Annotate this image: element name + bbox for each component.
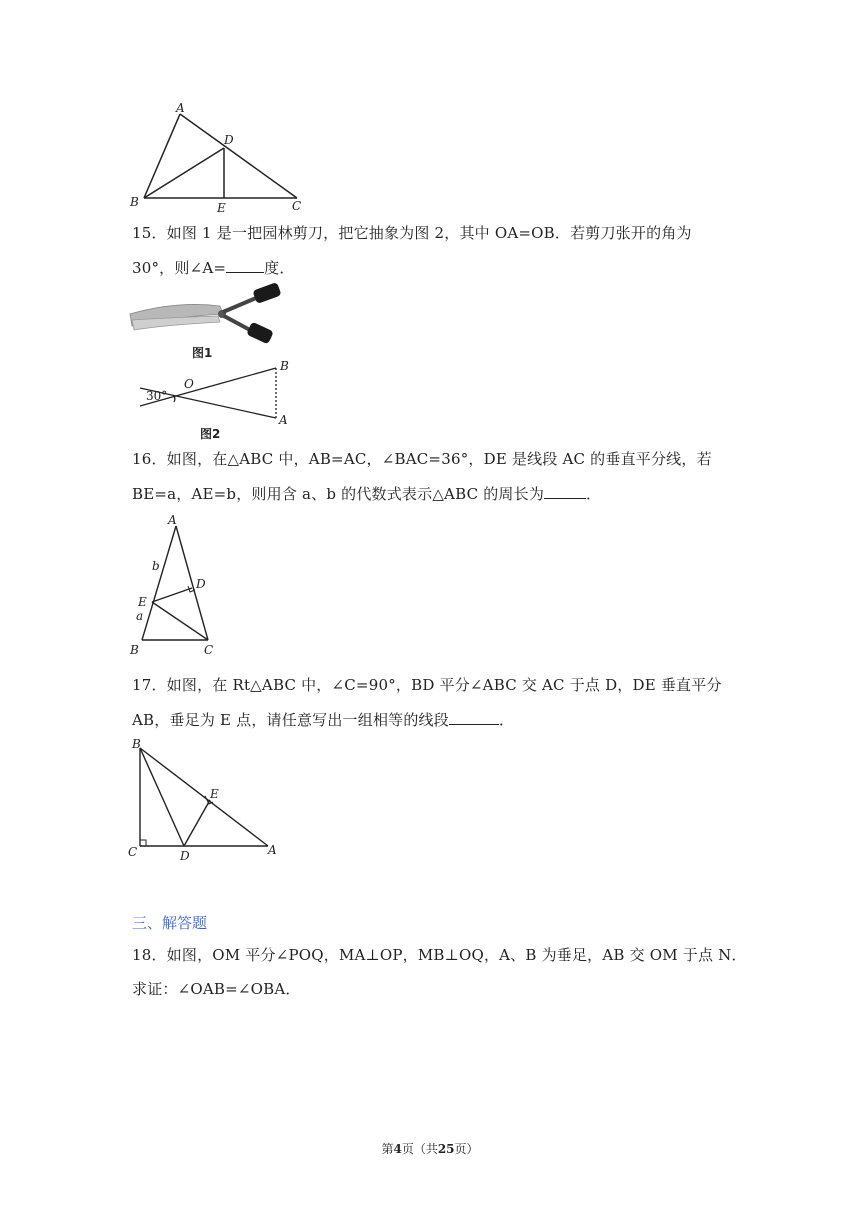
q16-label-A: A xyxy=(168,513,177,527)
q14-label-B: B xyxy=(130,195,139,209)
q14-label-D: D xyxy=(224,133,234,147)
q16-answer-blank[interactable] xyxy=(544,486,586,499)
q16-label-a: a xyxy=(136,609,144,623)
q17-line2 xyxy=(132,712,514,728)
footer-pre: 第 xyxy=(381,1142,394,1156)
q14-figure xyxy=(120,100,320,215)
footer-post: 页） xyxy=(454,1142,479,1156)
q17-label-A: A xyxy=(268,843,277,857)
q18-line1: 18．如图，OM 平分∠POQ，MA⊥OP，MB⊥OQ，A、B 为垂足，AB 交 OM 于点 N． xyxy=(132,946,747,964)
q15-label-O: O xyxy=(184,377,194,391)
q15-label-B: B xyxy=(280,359,289,373)
q16-line2 xyxy=(132,486,601,502)
q17-figure xyxy=(124,736,284,866)
q17-line1: 17．如图，在 Rt△ABC 中，∠C=90°，BD 平分∠ABC 交 AC 于点 D，DE 垂直平分 xyxy=(132,676,722,694)
q15-label-A: A xyxy=(279,413,288,427)
q16-line2-post: ． xyxy=(586,485,602,503)
q14-label-A: A xyxy=(176,101,185,115)
q16-line2-pre: BE=a，AE=b，则用含 a、b 的代数式表示△ABC 的周长为 xyxy=(132,485,545,503)
q18-line2: 求证：∠OAB=∠OBA． xyxy=(132,980,301,998)
q15-scissors-figure xyxy=(128,284,288,364)
footer-mid: 页（共 xyxy=(401,1142,438,1156)
q15-fig1-caption: 图1 xyxy=(192,346,213,360)
q17-line2-post: ． xyxy=(498,711,515,729)
q17-answer-blank[interactable] xyxy=(449,712,499,725)
q16-label-b: b xyxy=(152,559,160,573)
q17-label-C: C xyxy=(128,845,138,859)
page-footer xyxy=(0,1140,860,1157)
q17-label-D: D xyxy=(180,849,190,863)
q17-label-B: B xyxy=(132,737,141,751)
q17-line2-pre: AB，垂足为 E 点，请任意写出一组相等的线段 xyxy=(132,711,449,729)
footer-page: 4 xyxy=(393,1142,402,1156)
q15-line2 xyxy=(132,260,295,276)
q16-label-D: D xyxy=(196,577,206,591)
q16-figure xyxy=(128,514,238,660)
q16-label-C: C xyxy=(204,643,214,657)
q15-line1: 15．如图 1 是一把园林剪刀，把它抽象为图 2，其中 OA=OB．若剪刀张开的角为 xyxy=(132,224,692,242)
q15-line2-post: 度． xyxy=(264,259,295,277)
q16-line1: 16．如图，在△ABC 中，AB=AC，∠BAC=36°，DE 是线段 AC 的垂直平分线，若 xyxy=(132,450,712,468)
q15-fig2-caption: 图2 xyxy=(200,427,221,441)
q15-figure2 xyxy=(128,360,298,442)
q15-line2-pre: 30°，则∠A= xyxy=(132,259,227,277)
q16-label-E: E xyxy=(138,595,147,609)
q14-label-E: E xyxy=(217,201,226,215)
q17-label-E: E xyxy=(210,787,219,801)
q14-label-C: C xyxy=(292,199,302,213)
q15-answer-blank[interactable] xyxy=(226,260,264,273)
q16-label-B: B xyxy=(130,643,139,657)
q15-angle-label: 30° xyxy=(146,389,168,403)
section-title: 三、解答题 xyxy=(132,914,208,932)
footer-total: 25 xyxy=(437,1142,455,1156)
